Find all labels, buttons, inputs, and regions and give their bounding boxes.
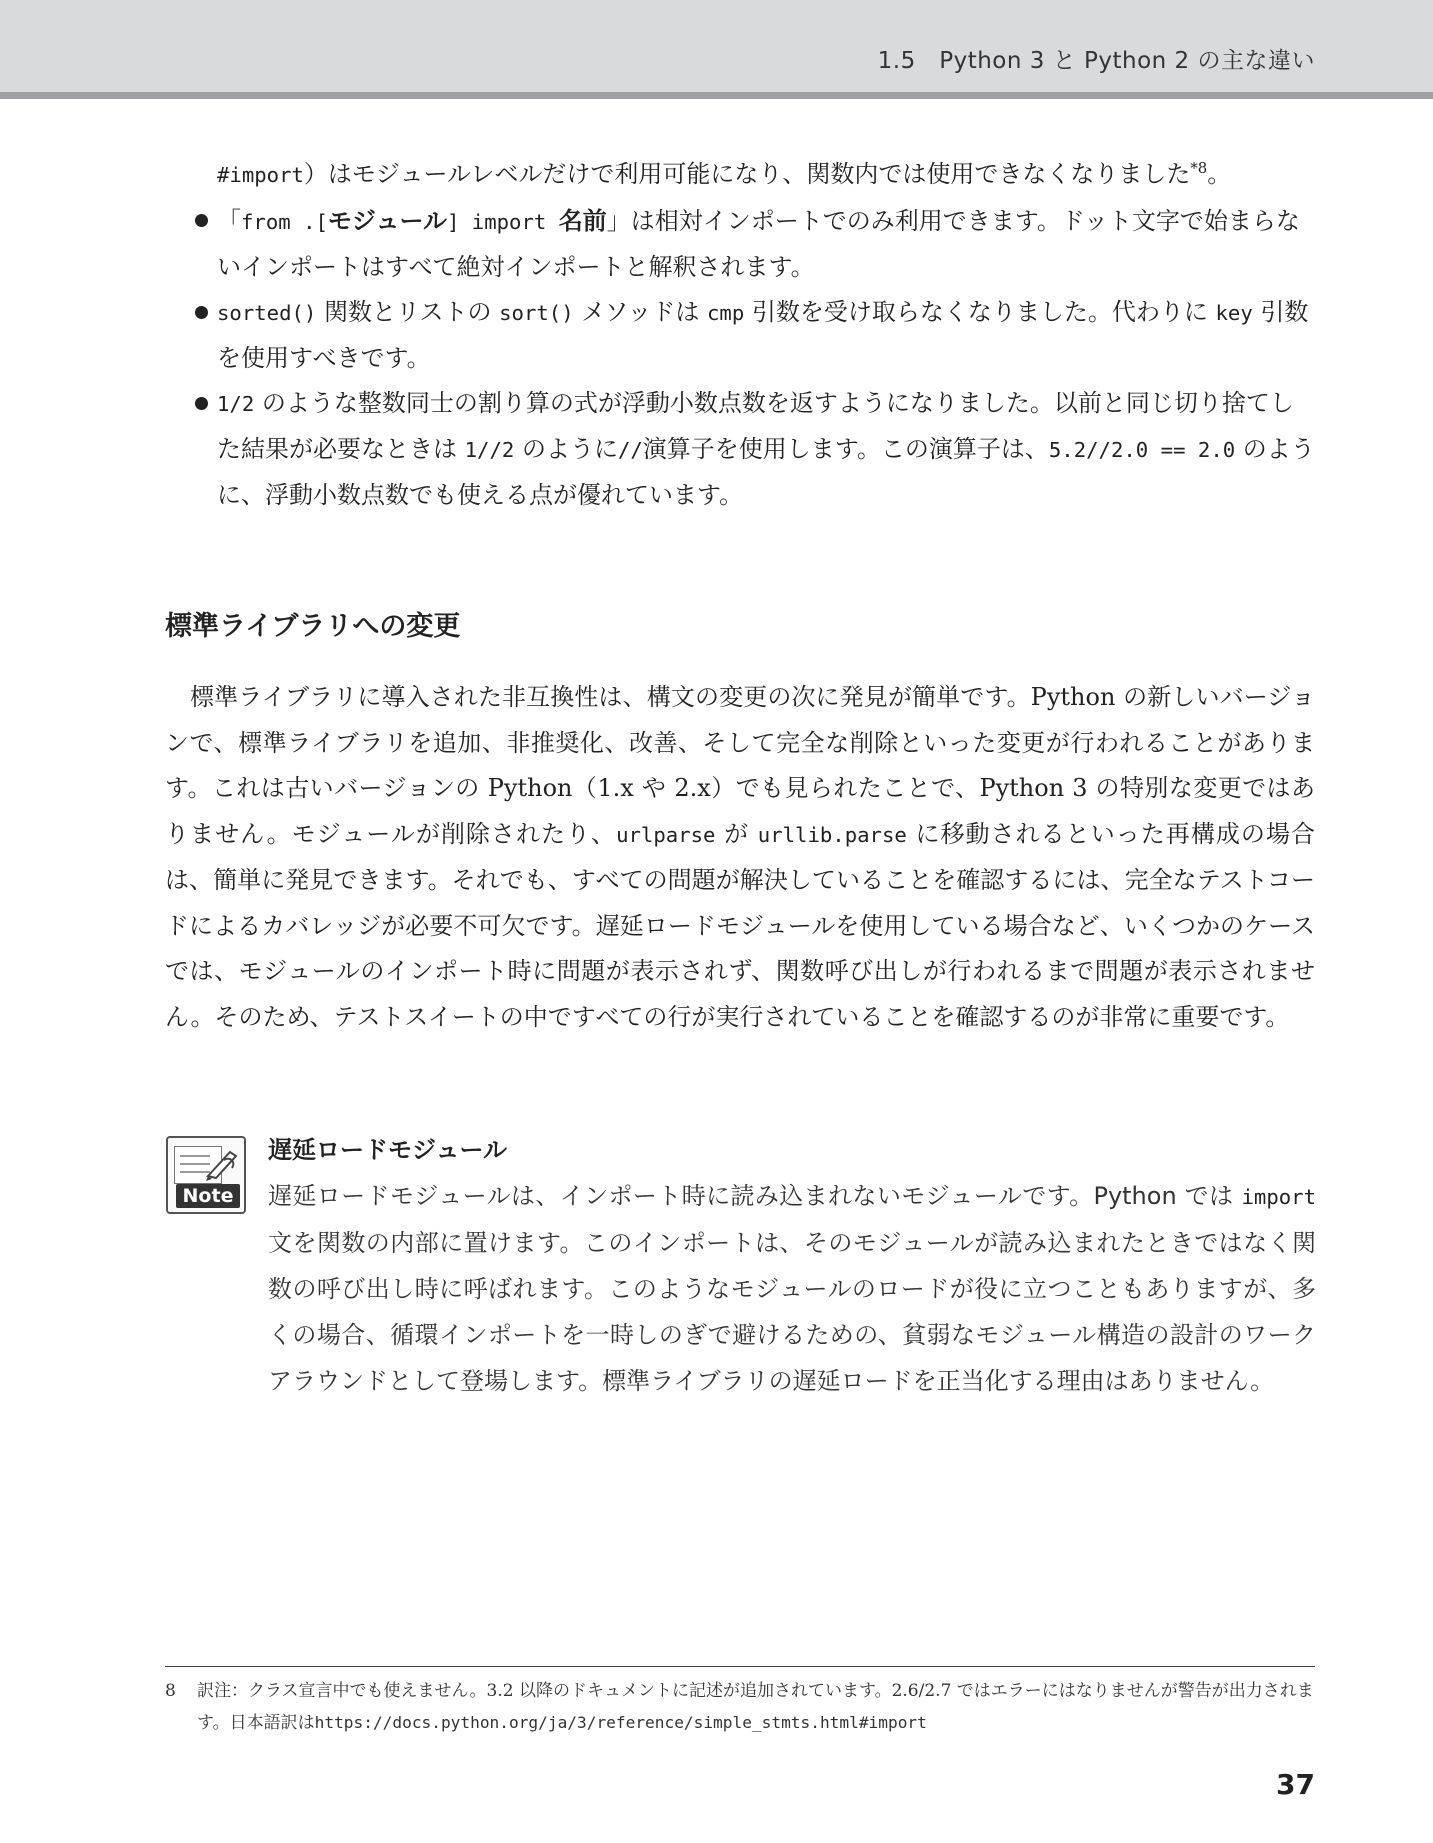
inline-code: 1//2: [464, 438, 515, 462]
bullet-dot-icon: [195, 397, 208, 410]
inline-code: key: [1215, 301, 1253, 325]
bullet-item-relative-import: [165, 198, 1315, 290]
continuation-text: ）はモジュールレベルだけで利用可能になり、関数内では使用できなくなりました: [303, 160, 1191, 188]
inline-code: urllib.parse: [757, 822, 907, 847]
inline-code: sorted(): [217, 301, 317, 325]
header-rule: [0, 92, 1433, 99]
bullet-text: メソッドは: [573, 298, 707, 326]
bullet-text: のように、浮動小数点数でも使える点が優れています。: [217, 435, 1315, 509]
bold-term: モジュール: [327, 206, 447, 235]
note-title: 遅延ロードモジュール: [268, 1136, 508, 1164]
inline-code: from .[: [241, 210, 328, 234]
inline-code: 5.2//2.0 == 2.0: [1048, 438, 1236, 462]
bullet-text: 引数を受け取らなくなりました。代わりに: [744, 298, 1216, 326]
footnote-text-block: [165, 1676, 1315, 1739]
bullet-text: 」は相対インポートでのみ利用できます。ドット文字で始まらないインポートはすべて絶対インポートと解釈されます。: [217, 207, 1300, 281]
footnote-rule: [165, 1666, 1315, 1667]
bullet-continuation: [165, 146, 1315, 198]
bullet-text: のような整数同士の割り算の式が浮動小数点数を返すようになりました。以前と同じ切り捨てした結果が必要なときは: [217, 389, 1294, 463]
bracket-open: 「: [217, 207, 241, 235]
inline-code: ] import: [446, 210, 559, 234]
running-head: 1.5 Python 3 と Python 2 の主な違い: [877, 48, 1315, 74]
inline-code: 1/2: [217, 392, 255, 416]
footnote-url: https://docs.python.org/ja/3/reference/simple_stmts.html#import: [314, 1713, 927, 1732]
para-text: が: [715, 819, 758, 848]
note-icon: [166, 1136, 246, 1214]
bullet-item-sorted: [165, 290, 1315, 381]
pen-hand-icon: [204, 1146, 240, 1182]
bullet-item-division: [165, 381, 1315, 518]
section-heading: 標準ライブラリへの変更: [165, 611, 461, 642]
bold-term: 名前: [558, 206, 607, 235]
note-text: 文を関数の内部に置けます。このインポートは、そのモジュールが読み込まれたときではなく関数の呼び出し時に呼ばれます。このようなモジュールのロードが役に立つこともありますが、多くの場合、循環インポートを一時しのぎで避けるための、貧弱なモジュール構造の設計のワークアラウンドとして登場します。標準ライブラリの遅延ロードを正当化する理由はありません。: [268, 1229, 1316, 1395]
page-number: 37: [1276, 1768, 1315, 1801]
inline-code: sort(): [499, 301, 574, 325]
inline-code: import: [1241, 1185, 1316, 1209]
note-label: Note: [176, 1184, 240, 1208]
bullet-text: のように: [514, 435, 618, 463]
inline-code: #import: [217, 163, 304, 187]
bullet-text: 演算子を使用します。この演算子は、: [642, 435, 1049, 463]
inline-code: //: [617, 438, 643, 462]
para-text: に移動されるといった再構成の場合は、簡単に発見できます。それでも、すべての問題が解決していることを確認するには、完全なテストコードによるカバレッジが必要不可欠です。遅延ロードモジュールを使用している場合など、いくつかのケースでは、モジュールのインポート時に問題が表示されず、関数呼び出しが行われるまで問題が表示されません。そのため、テストスイートの中ですべての行が実行されていることを確認するのが非常に重要です。: [165, 819, 1315, 1031]
para-text: 標準ライブラリに導入された非互換性は、構文の変更の次に発見が簡単です。Python の新しいバージョンで、標準ライブラリを追加、非推奨化、改善、そして完全な削除といった変更が行われることがあります。これは古いバージョンの Python（1.x や 2.x）でも見られたことで、Python 3 の特別な変更ではありません。モジュールが削除されたり、: [165, 683, 1315, 848]
note-text: 遅延ロードモジュールは、インポート時に読み込まれないモジュールです。Python では: [268, 1182, 1242, 1210]
footnote-number: 8: [165, 1681, 176, 1701]
inline-code: cmp: [706, 301, 745, 325]
note-body: [268, 1173, 1316, 1404]
footnote: [165, 1676, 1315, 1739]
footnote-text: 訳注：クラス宣言中でも使えません。3.2 以降のドキュメントに記述が追加されています。2.6/2.7 ではエラーにはなりませんが警告が出力されます。日本語訳は: [197, 1681, 1314, 1733]
bullet-list: [165, 146, 1315, 518]
body-paragraph: [165, 675, 1315, 1040]
bullet-text: 引数を使用すべきです。: [217, 298, 1309, 372]
footnote-ref: *8: [1190, 159, 1208, 177]
bullet-text: 関数とリストの: [316, 298, 500, 326]
continuation-end: 。: [1207, 160, 1232, 188]
bullet-dot-icon: [195, 214, 208, 227]
bullet-dot-icon: [195, 306, 208, 319]
inline-code: urlparse: [616, 822, 716, 847]
